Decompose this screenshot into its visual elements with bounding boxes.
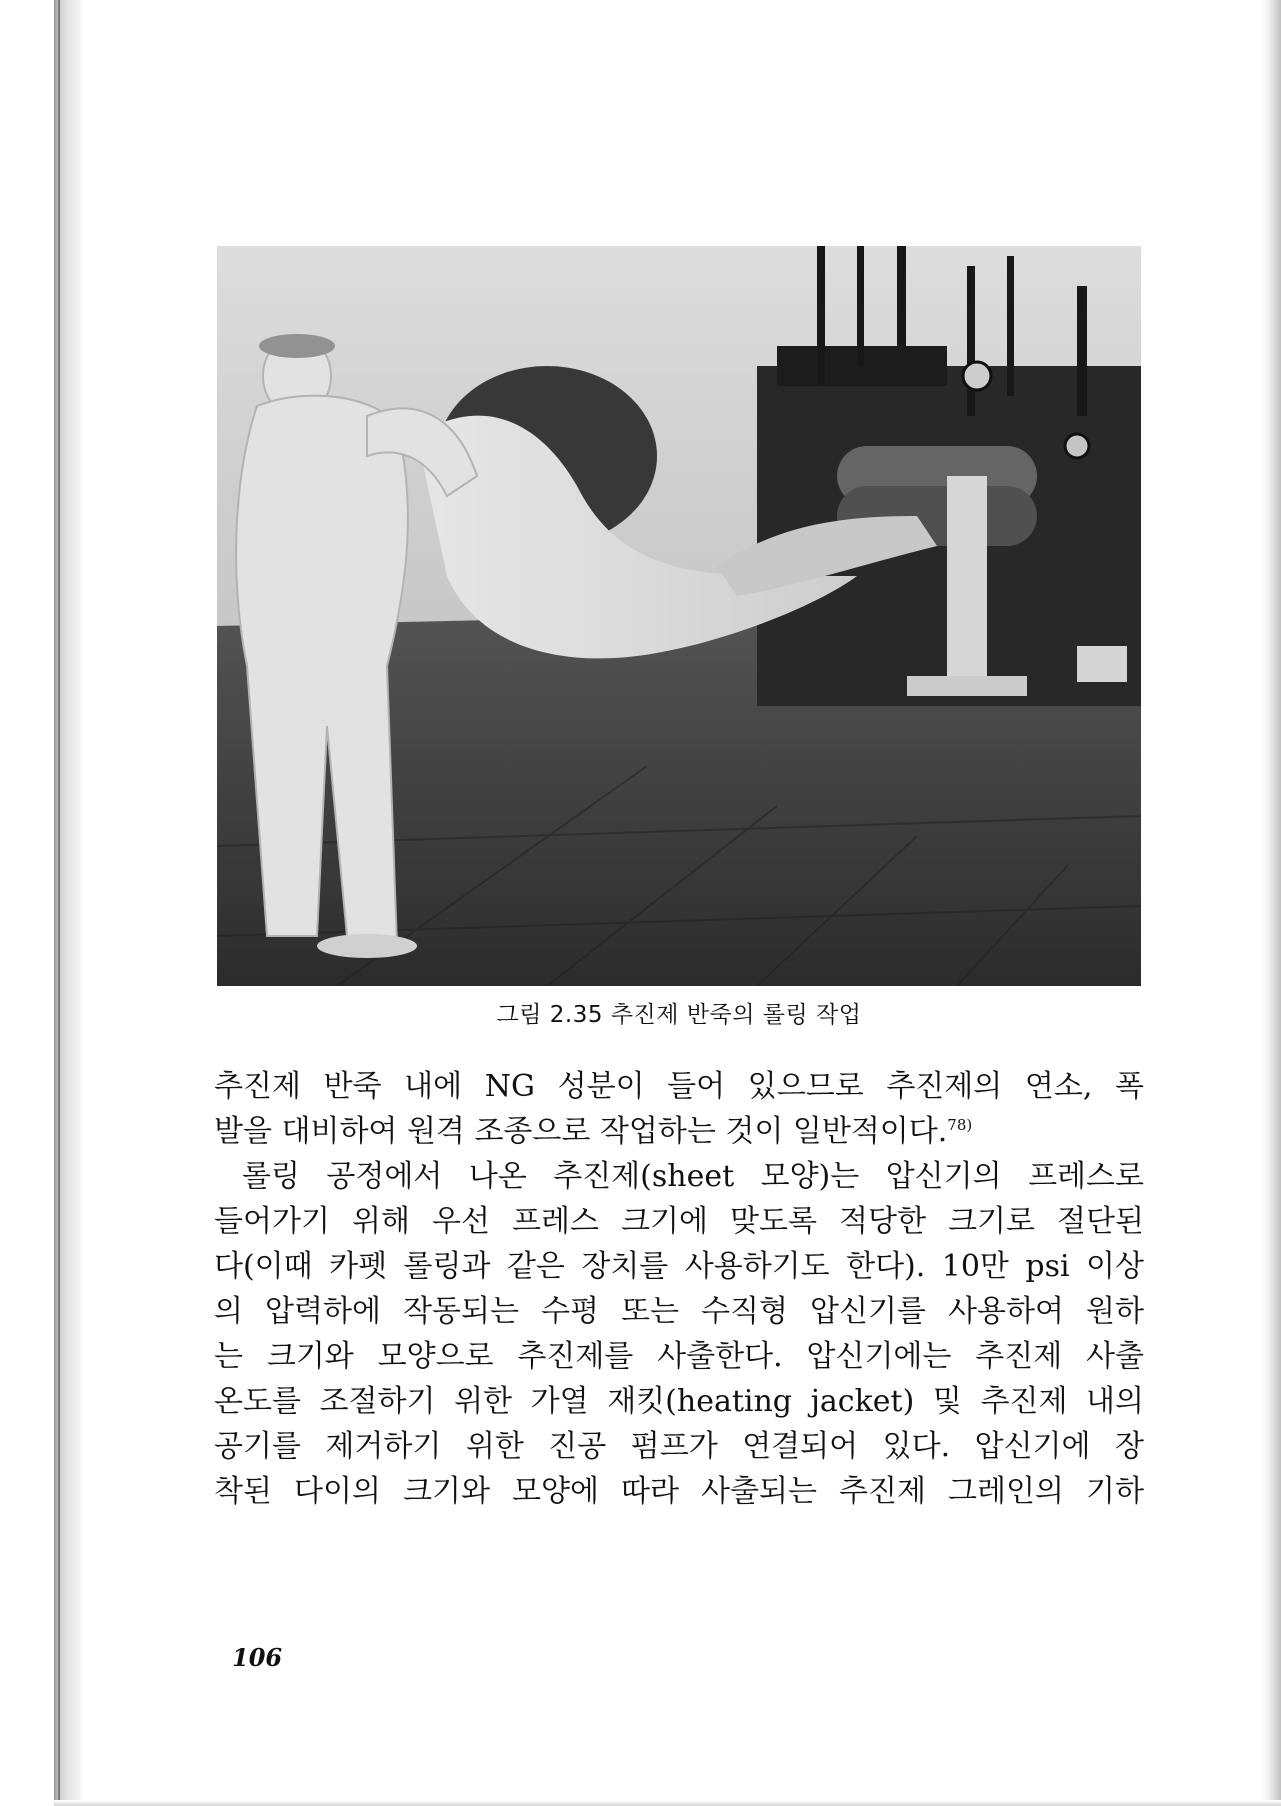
- footnote-reference: 78): [947, 1116, 973, 1134]
- book-page: [84, 0, 1261, 1800]
- book-spine-edge: [58, 0, 60, 1806]
- page-bottom-edge: [54, 1800, 1281, 1806]
- page-right-edge: [1261, 0, 1281, 1806]
- body-line-text: 발을 대비하여 원격 조종으로 작업하는 것이 일반적이다.: [214, 1114, 948, 1149]
- body-line: 들어가기 위해 우선 프레스 크기에 맞도록 적당한 크기로 절단된: [214, 1204, 1144, 1239]
- body-line: 온도를 조절하기 위한 가열 재킷(heating jacket) 및 추진제 내의: [214, 1384, 1144, 1419]
- figure-photo: [217, 246, 1141, 986]
- page-number: 106: [232, 1643, 283, 1672]
- body-line: [214, 1109, 1144, 1154]
- rolling-operation-photo: [217, 246, 1141, 986]
- body-line: 추진제 반죽 내에 NG 성분이 들어 있으므로 추진제의 연소, 폭: [214, 1069, 1144, 1104]
- body-line: 공기를 제거하기 위한 진공 펌프가 연결되어 있다. 압신기에 장: [214, 1429, 1144, 1464]
- body-paragraphs: [214, 1064, 1144, 1514]
- body-line: 의 압력하에 작동되는 수평 또는 수직형 압신기를 사용하여 원하: [214, 1294, 1144, 1329]
- body-line: 다(이때 카펫 롤링과 같은 장치를 사용하기도 한다). 10만 psi 이상: [214, 1249, 1144, 1284]
- figure-caption: 그림 2.35 추진제 반죽의 롤링 작업: [496, 1002, 862, 1028]
- body-line: 는 크기와 모양으로 추진제를 사출한다. 압신기에는 추진제 사출: [214, 1339, 1144, 1374]
- body-line: 착된 다이의 크기와 모양에 따라 사출되는 추진제 그레인의 기하: [214, 1474, 1144, 1509]
- body-line: 롤링 공정에서 나온 추진제(sheet 모양)는 압신기의 프레스로: [242, 1159, 1144, 1194]
